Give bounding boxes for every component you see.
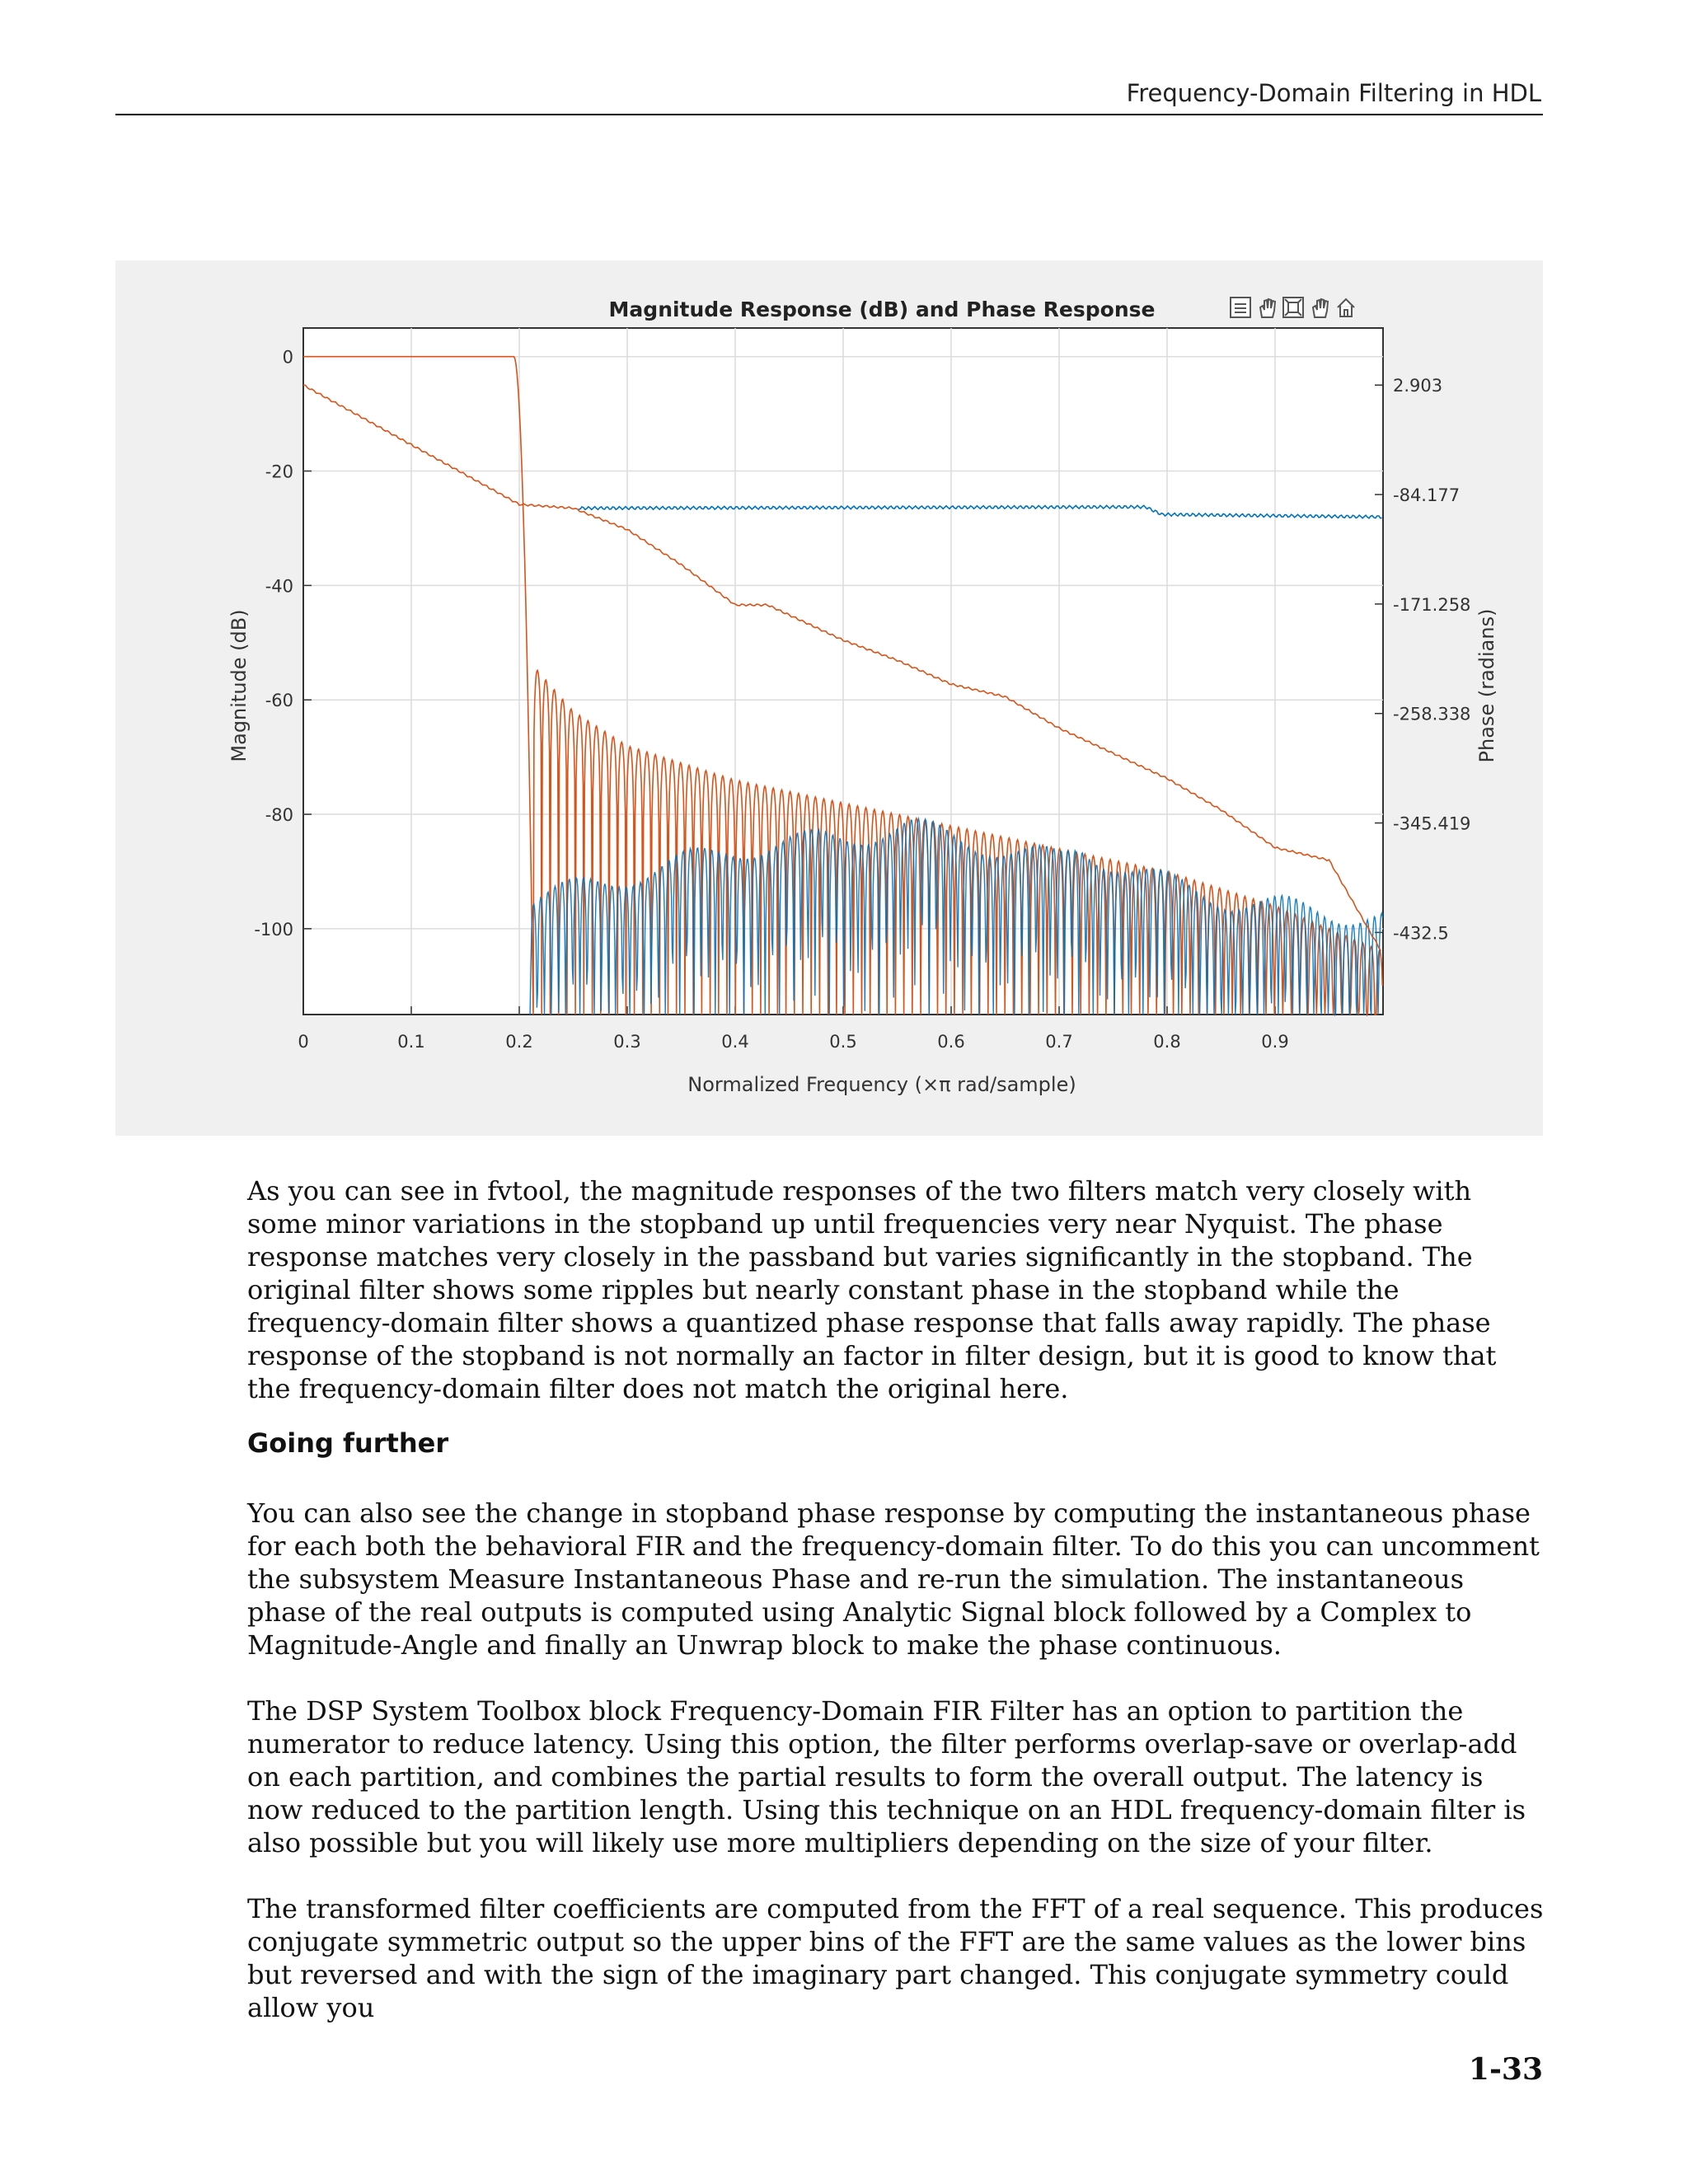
- chart-title: Magnitude Response (dB) and Phase Response: [608, 298, 1156, 321]
- x-tick-label: 0.9: [1261, 1032, 1289, 1052]
- y2-tick-label: -171.258: [1393, 594, 1471, 615]
- x-tick-label: 0.1: [397, 1032, 425, 1052]
- home-icon[interactable]: [1338, 299, 1354, 316]
- fvtool-figure: [115, 260, 1543, 1136]
- y2-tick-labels: [1393, 376, 1470, 943]
- axes-toolbar[interactable]: [1231, 298, 1354, 317]
- legend-icon[interactable]: [1231, 298, 1250, 317]
- hand-icon[interactable]: [1313, 299, 1328, 317]
- x-tick-label: 0.8: [1153, 1032, 1181, 1052]
- y2-tick-label: -432.5: [1393, 923, 1449, 944]
- y2-tick-label: -84.177: [1393, 485, 1461, 506]
- x-tick-label: 0.7: [1045, 1032, 1073, 1052]
- x-tick-label: 0.2: [505, 1032, 533, 1052]
- y-tick-label: -100: [254, 919, 293, 940]
- paragraph-partition: The DSP System Toolbox block Frequency-Domain FIR Filter has an option to partition the numerator to reduce latency. Using this option, the filter performs overlap-save or overlap-add on each partition, and combines the partial results to form the overall output. The latency is now reduced to the partition length. Using this technique on an HDL frequency-domain filter is also possible but you will likely use more multipliers depending on the size of your filter.: [247, 1695, 1526, 1858]
- y-tick-label: -40: [265, 576, 293, 597]
- x-tick-label: 0.4: [721, 1032, 749, 1052]
- y-tick-label: 0: [282, 347, 293, 368]
- zoom-icon[interactable]: [1283, 298, 1303, 317]
- y2-axis-label: Phase (radians): [1475, 608, 1498, 763]
- x-tick-labels: [298, 1032, 1288, 1052]
- y-tick-label: -20: [265, 462, 293, 482]
- section-heading-going-further: Going further: [247, 1427, 449, 1459]
- x-tick-label: 0.6: [937, 1032, 965, 1052]
- x-tick-label: 0: [298, 1032, 309, 1052]
- y2-tick-label: 2.903: [1393, 376, 1443, 396]
- paragraph-comparison: As you can see in fvtool, the magnitude responses of the two filters match very closely with some minor variations in the stopband up until frequencies very near Nyquist. The phase response matches very closely in the passband but varies significantly in the stopband. The original filter shows some ripples but nearly constant phase in the stopband while the frequency-domain filter shows a quantized phase response that falls away rapidly. The phase response of the stopband is not normally an factor in filter design, but it is good to know that the frequency-domain filter does not match the original here.: [247, 1175, 1497, 1404]
- y-axis-label: Magnitude (dB): [227, 609, 251, 762]
- y-tick-label: -80: [265, 805, 293, 826]
- x-tick-label: 0.5: [829, 1032, 857, 1052]
- x-tick-label: 0.3: [613, 1032, 641, 1052]
- y-tick-label: -60: [265, 691, 293, 711]
- y2-tick-label: -258.338: [1393, 704, 1471, 724]
- header-rule: [115, 114, 1543, 115]
- running-header: Frequency-Domain Filtering in HDL: [1126, 79, 1541, 107]
- paragraph-conjugate-symmetry: The transformed filter coefficients are computed from the FFT of a real sequence. This produces conjugate symmetric output so the upper bins of the FFT are the same values as the lower bins but reversed and with the sign of the imaginary part changed. This conjugate symmetry could allow you: [247, 1893, 1544, 2023]
- page-number: 1-33: [1468, 2052, 1543, 2087]
- x-axis-label: Normalized Frequency (×π rad/sample): [687, 1073, 1076, 1096]
- y-tick-labels: [254, 348, 293, 940]
- y2-tick-label: -345.419: [1393, 813, 1471, 834]
- pan-icon[interactable]: [1260, 299, 1275, 317]
- paragraph-instantaneous-phase: You can also see the change in stopband phase response by computing the instantaneous phase for each both the behavioral FIR and the frequency-domain filter. To do this you can uncomment the subsystem Measure Instantaneous Phase and re-run the simulation. The instantaneous phase of the real outputs is computed using Analytic Signal block followed by a Complex to Magnitude-Angle and finally an Unwrap block to make the phase continuous.: [247, 1497, 1540, 1661]
- chart-svg: [115, 260, 1543, 1136]
